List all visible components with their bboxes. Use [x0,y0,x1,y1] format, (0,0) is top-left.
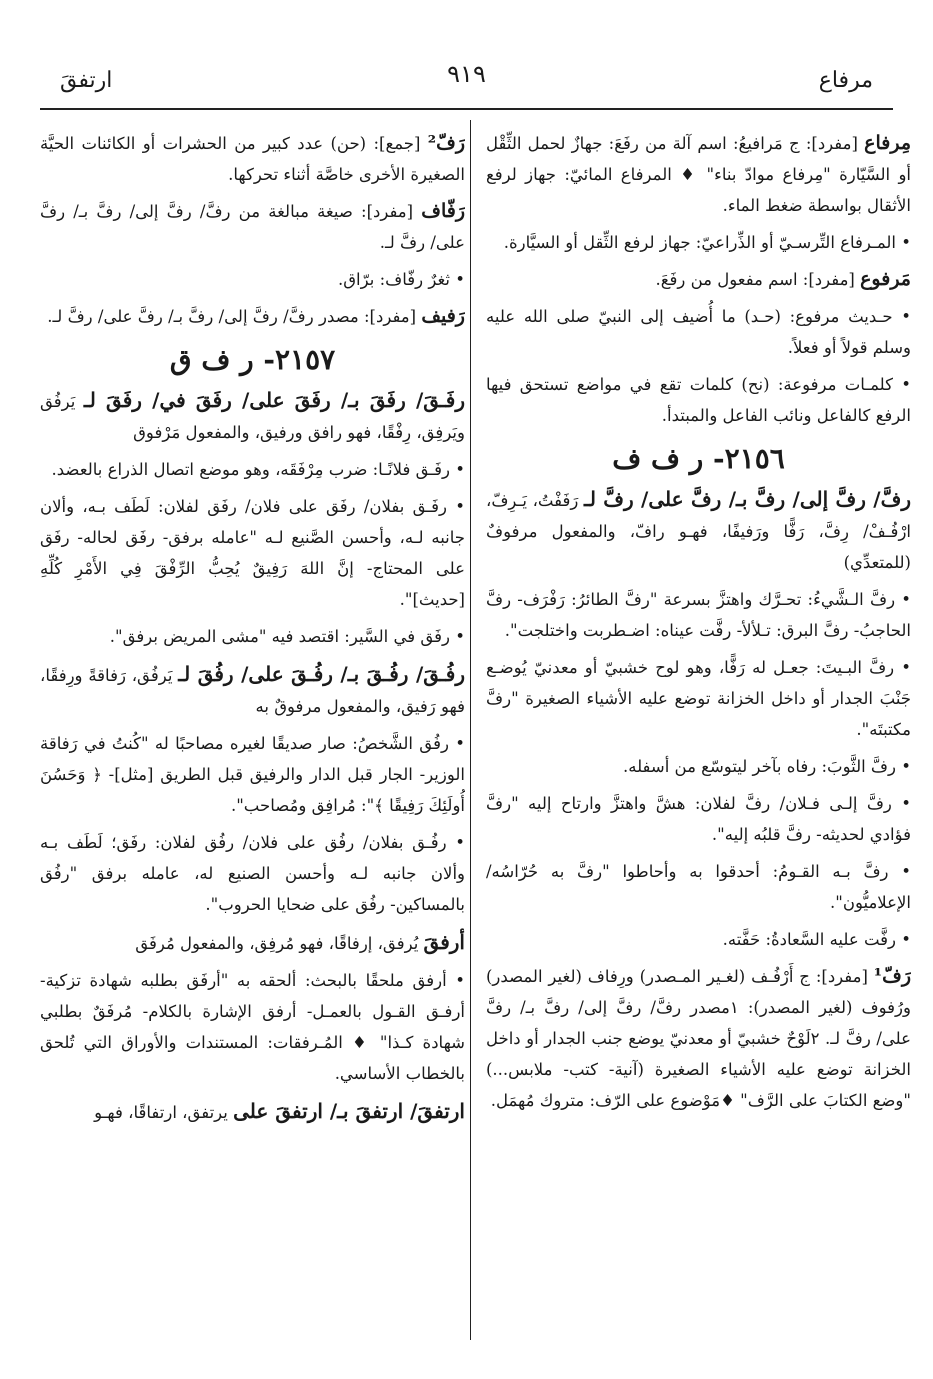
sense: • رفَّت عليه السَّعادةُ: حَفَّته. [722,930,911,949]
sense: • أرفق ملحقًا بالبحث: ألحقه به "أرفَق بطلبه شهادة تزكية- أرفـق القـول بالعمـل- أرفق الإشارة بالكلام- مُرفَقٌ بطلبي شهادة كـذا" ♦ المُـرفقات: المستندات والأوراق التي تُلحق بالخطاب الأساسي. [40,971,465,1083]
right-column [486,128,911,1348]
entry-raff-1 [486,961,911,1116]
page-header [40,60,893,100]
header-rule [40,108,893,110]
headword: مَرفوع [860,268,911,290]
sense: • رفَّ بـه القـومُ: أحدقوا به وأحاطوا "رفَّ به حُرّاسُه/ الإعلاميُّون". [486,862,911,912]
verb-forms-bold: أرفقَ [423,930,465,954]
sense: • رفَـق بفلان/ رفَق على فلان/ رفَق لفلان: لَطَف بـه، وألان جانبه لـه، وأحسن الصَّنيع لـه "عامله برفق- رفَق لحاله- رفَق على المحتاج- إنَّ اللهَ رَفِيقٌ يُحِبُّ الرِّفْقَ فِي الأَمْرِ كُلِّهِ [حديث]". [40,497,465,609]
verb-forms-bold: رفُـقَ/ رفُـقَ بـ/ رفُـقَ على/ رفُقَ لـ [178,662,465,686]
verb-conjugation: يَرفُق، رَفاقةً ورِفقًا، فهو رَفيق، والمفعول مرفوقٌ به [40,666,465,716]
entry-mirfaa [486,128,911,221]
guide-word-first: مرفاع [818,68,873,93]
entry-marfoo [486,264,911,295]
definition: [مفرد]: مصدر رفَّ/ رفَّ إلى/ رفَّ بـ/ رفَّ على/ رفَّ لـ. [47,307,422,326]
definition: [مفرد]: ج أَرْفُـف (لغـير المـصدر) ورِفاف (لغير المصدر) ورُفوف (لغير المصدر): ١مصدر رفَّ/ رفَّ إلى/ رفَّ بـ/ رفَّ على/ رفَّ لـ. ٢لَوْحٌ خشبيّ أو معدنيّ يوضع جنب الجدار أو داخل الخزانة توضع عليه الأشياء الصغيرة (آنية- كتب- ملابس...) "وضع الكتابَ على الرَّف" ♦مَوْضوع على الرّف: متروك مُهمَل. [486,967,911,1110]
verb-conjugation: يَرفُق ويَرفِق، رِفْقًا، فهو رافق ورفيق، والمفعول مَرْفوق [40,392,465,442]
entry-raffaf [40,196,465,258]
sense: • رفَّ إلـى فـلان/ رفَّ لفلان: هشَّ واهتزَّ وارتاح إليه "رفَّ فؤادي لحديثه- رفَّ قلبُه إليه". [486,794,911,844]
verb-conjugation: رَفَفْتُ، يَـرِفّ، ارْفُـفْ/ رِفَّ، رَفًّا ورَفيفًا، فهـو رافّ، والمفعول مرفوفٌ (للمتعدِّي) [486,491,911,572]
verb-forms-bold: رفَـقَ/ رفَقَ بـ/ رفَقَ على/ رفَقَ في/ رفَقَ لـ [83,388,465,412]
headword: رَفيف [421,305,465,327]
column-divider [470,120,471,1340]
sense: • رفُق الشَّخصُ: صار صديقًا لغيره مصاحبًا له "كُنتُ في رَفاقة الوزير- الجار قبل الدار والرفيق قبل الطريق [مثل]- ﴿ وَحَسُنَ أُولَئِكَ رَفِيقًا ﴾": مُرافِق ومُصاحب". [40,734,465,815]
guide-word-last: ارتفقَ [60,68,113,93]
root-heading: ٢١٥٦- ر ف ف [612,442,785,475]
verb-forms-bold: رفَّ/ رفَّ إلى/ رفَّ بـ/ رفَّ على/ رفَّ لـ [583,487,911,511]
page-number: ٩١٩ [447,60,486,88]
sense: • رفَّ الثَّوبَ: رفاه بآخر ليتوسّع من أسفله. [622,757,911,776]
definition: [مفرد]: صيغة مبالغة من رفَّ/ رفَّ إلى/ رفَّ بـ/ رفَّ على/ رفَّ لـ. [40,202,465,252]
headword: رَفّ² [427,132,465,154]
verb-forms [486,483,911,578]
verb-forms [40,926,465,959]
entry-raff-2 [40,128,465,190]
sense: • رفَّ الـشَّيءُ: تحـرَّك واهتزَّ بسرعة "رفَّ الطائرُ: رَفْرَف- رفَّ الحاجبُ- رفَّ البرق: تـلألأ- رفَّت عيناه: اضـطربت واختلجت". [486,590,911,640]
verb-conjugation: يرتفق، ارتفاقًا، فهـو [94,1103,234,1122]
verb-forms [40,1095,465,1128]
left-column [40,128,465,1348]
verb-forms [40,658,465,722]
root-heading: ٢١٥٧- ر ف ق [169,343,336,376]
definition: [مفرد]: ج مَرافيعُ: اسم آلة من رفَعَ: جهازٌ لحمل الثِّقْل أو السَّيّارة "مِرفاع موادّ بناء" ♦ المرفاع المائيّ: جهاز لرفع الأثقال بواسطة ضغط الماء. [486,134,911,215]
headword: رَفّ¹ [873,965,911,987]
sense: • كلمـات مرفوعة: (نح) كلمات تقع في مواضع تستحق فيها الرفع كالفاعل ونائب الفاعل والمبتدأ. [486,375,911,425]
headword: رَفّاف [421,200,465,222]
definition: [جمع]: (حن) عدد كبير من الحشرات أو الكائنات الحيَّة الصغيرة الأخرى خاصَّة أثناء تحركها. [40,134,465,184]
verb-forms-bold: ارتفقَ/ ارتفقَ بـ/ ارتفقَ على [233,1099,465,1123]
verb-conjugation: يُرفق، إرفاقًا، فهو مُرفِق، والمفعول مُرفَق [135,934,424,953]
sense: • رفَّ البـيتَ: جعـل له رَفًّا، وهو لوح خشبيّ أو معدنيّ يُوضـع جَنْبَ الجدار أو داخل الخزانة توضع عليه الأشياء الصغيرة "رفَّ مكتبتَه". [486,658,911,739]
sense: • المـرفاع التِّرسـيّ أو الذِّراعيّ: جهاز لرفع الثِّقل أو السيَّارة. [503,233,911,252]
sense: • رفَق في السَّير: اقتصد فيه "مشى المريض برفق". [109,627,465,646]
sense: • حـديث مرفوع: (حـد) ما أُضيف إلى النبيّ صلى الله عليه وسلم قولاً أو فعلاً. [486,307,911,357]
entry-rafeef [40,301,465,332]
sense: • رفُـق بفلان/ رفُق على فلان/ رفُق لفلان: رفَق؛ لَطَف بـه وألان جانبه لـه وأحسن الصنيع له، عامله برفق "رفُق بالمساكين- رفُق على ضحايا الحروب". [40,833,465,914]
definition: [مفرد]: اسم مفعول من رفَعَ. [655,270,861,289]
sense: • ثغرٌ رفّاف: برّاق. [338,270,465,289]
sense: • رفَـق فلانًـا: ضرب مِرْفَقَه، وهو موضع اتصال الذراع بالعضد. [51,460,465,479]
verb-forms [40,384,465,448]
headword: مِرفاع [864,132,911,154]
